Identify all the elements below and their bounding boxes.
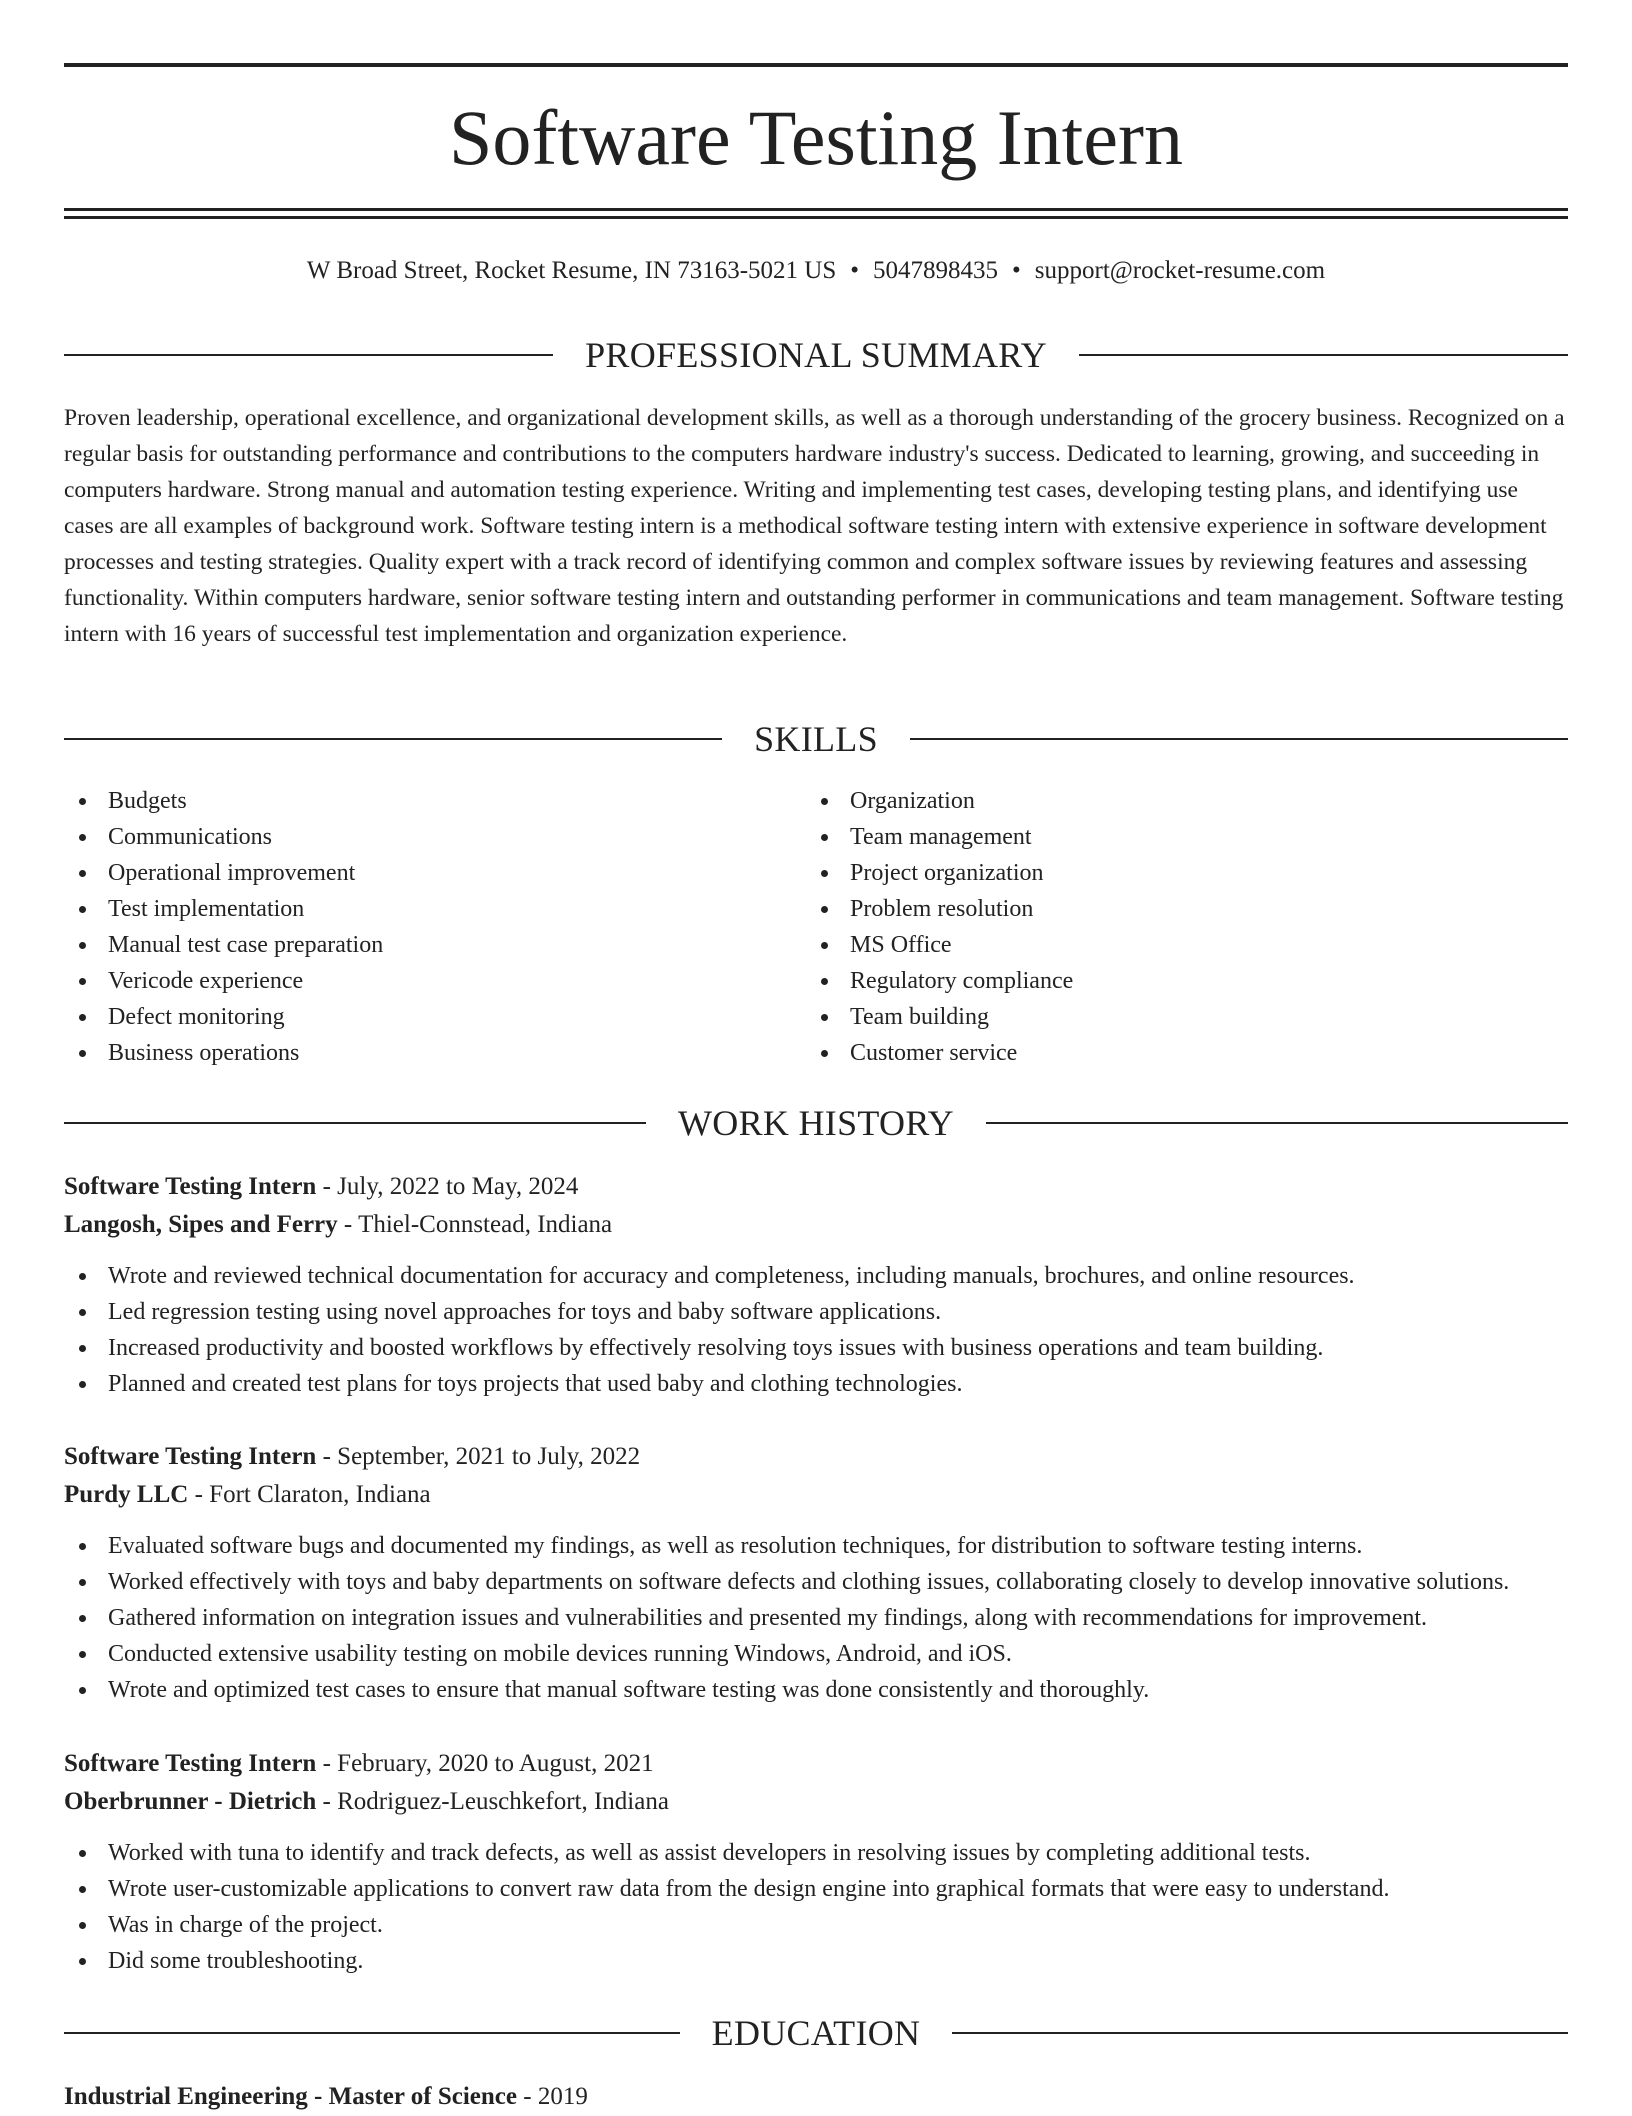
dash: - [322, 1750, 331, 1777]
job-location: Rodriguez-Leuschkefort, Indiana [337, 1788, 669, 1815]
dash: - [523, 2083, 532, 2110]
skill-item: Manual test case preparation [64, 927, 383, 963]
dash: - [322, 1173, 331, 1200]
job-company-line [64, 1476, 1584, 1514]
divider [64, 2032, 680, 2034]
job-entry [64, 1438, 1584, 1708]
job-title-line [64, 1438, 1584, 1476]
skill-item: Regulatory compliance [806, 963, 1073, 999]
job-bullet: Worked with tuna to identify and track defects, as well as assist developers in resolving issues by completing additional tests. [64, 1835, 1584, 1871]
job-bullet: Wrote and optimized test cases to ensure that manual software testing was done consistently and thoroughly. [64, 1672, 1584, 1708]
divider [64, 354, 553, 356]
job-bullets [64, 1258, 1584, 1402]
job-location: Thiel-Connstead, Indiana [358, 1211, 613, 1238]
job-title: Software Testing Intern [64, 1750, 317, 1777]
education-section-header [64, 2010, 1568, 2056]
contact-phone: 5047898435 [873, 257, 999, 284]
job-bullet: Evaluated software bugs and documented my findings, as well as resolution techniques, for distribution to software testing interns. [64, 1528, 1584, 1564]
job-entry [64, 1168, 1584, 1402]
top-rule [64, 63, 1568, 67]
summary-text: Proven leadership, operational excellence, and organizational development skills, as well as a thorough understanding of the grocery business. Recognized on a regular basis for outstanding performance and contributions to the computers hardware industry's success. Dedicated to learning, growing, and succeeding in computers hardware. Strong manual and automation testing experience. Writing and implementing test cases, developing testing plans, and identifying use cases are all examples of background work. Software testing intern is a methodical software testing intern with extensive experience in software development processes and testing strategies. Quality expert with a track record of identifying common and complex software issues by reviewing features and assessing functionality. Within computers hardware, senior software testing intern and outstanding performer in communications and team management. Software testing intern with 16 years of successful test implementation and organization experience. [64, 405, 1565, 647]
job-bullet: Led regression testing using novel approaches for toys and baby software applications. [64, 1294, 1584, 1330]
skill-item: Test implementation [64, 891, 383, 927]
job-title: Software Testing Intern [64, 1173, 317, 1200]
contact-line [64, 254, 1568, 288]
job-bullets [64, 1835, 1584, 1979]
job-dates: September, 2021 to July, 2022 [337, 1443, 641, 1470]
contact-address: W Broad Street, Rocket Resume, IN 73163-5021 US [306, 257, 837, 284]
skills-list-right [806, 783, 1073, 1071]
summary-heading: PROFESSIONAL SUMMARY [585, 335, 1047, 375]
divider [64, 1122, 646, 1124]
dash: - [322, 1443, 331, 1470]
title-rule-lower [64, 216, 1568, 219]
job-company-line [64, 1783, 1584, 1821]
skill-item: Project organization [806, 855, 1073, 891]
job-bullet: Increased productivity and boosted workflows by effectively resolving toys issues with business operations and team building. [64, 1330, 1584, 1366]
job-company: Langosh, Sipes and Ferry [64, 1211, 338, 1238]
job-bullet: Planned and created test plans for toys projects that used baby and clothing technologies. [64, 1366, 1584, 1402]
skill-item: Business operations [64, 1035, 383, 1071]
divider [986, 1122, 1568, 1124]
skill-item: Operational improvement [64, 855, 383, 891]
job-location: Fort Claraton, Indiana [209, 1481, 431, 1508]
contact-separator: • [850, 257, 860, 284]
job-company: Purdy LLC [64, 1481, 189, 1508]
contact-email: support@rocket-resume.com [1034, 257, 1326, 284]
skill-item: Communications [64, 819, 383, 855]
skills-list-left [64, 783, 383, 1071]
dash: - [322, 1788, 331, 1815]
education-year: 2019 [537, 2083, 588, 2110]
dash: - [194, 1481, 203, 1508]
skill-item: Organization [806, 783, 1073, 819]
job-title: Software Testing Intern [64, 1443, 317, 1470]
work-section-header [64, 1100, 1568, 1146]
job-bullet: Worked effectively with toys and baby departments on software defects and clothing issues, collaborating closely to develop innovative solutions. [64, 1564, 1584, 1600]
job-bullet: Was in charge of the project. [64, 1907, 1584, 1943]
skill-item: Defect monitoring [64, 999, 383, 1035]
education-heading: EDUCATION [711, 2013, 921, 2053]
skill-item: Customer service [806, 1035, 1073, 1071]
job-bullet: Wrote user-customizable applications to convert raw data from the design engine into graphical formats that were easy to understand. [64, 1871, 1584, 1907]
job-company: Oberbrunner - Dietrich [64, 1788, 317, 1815]
divider [910, 738, 1568, 740]
work-heading: WORK HISTORY [678, 1103, 954, 1143]
job-bullets [64, 1528, 1584, 1708]
job-bullet: Did some troubleshooting. [64, 1943, 1584, 1979]
job-title-line [64, 1745, 1584, 1783]
job-bullet: Wrote and reviewed technical documentation for accuracy and completeness, including manuals, brochures, and online resources. [64, 1258, 1584, 1294]
job-bullet: Conducted extensive usability testing on mobile devices running Windows, Android, and iOS. [64, 1636, 1584, 1672]
divider [1079, 354, 1568, 356]
job-title-line [64, 1168, 1584, 1206]
education-entry [64, 2078, 588, 2116]
skills-heading: SKILLS [754, 719, 878, 759]
job-bullet: Gathered information on integration issues and vulnerabilities and presented my findings, along with recommendations for improvement. [64, 1600, 1584, 1636]
skill-item: Team building [806, 999, 1073, 1035]
divider [64, 738, 722, 740]
skills-section-header [64, 716, 1568, 762]
skill-item: MS Office [806, 927, 1073, 963]
job-entry [64, 1745, 1584, 1979]
resume-title: Software Testing Intern [449, 94, 1183, 181]
dash: - [343, 1211, 353, 1238]
divider [952, 2032, 1568, 2034]
skill-item: Team management [806, 819, 1073, 855]
skill-item: Vericode experience [64, 963, 383, 999]
summary-section-header [64, 332, 1568, 378]
title-rule-upper [64, 208, 1568, 211]
contact-separator: • [1012, 257, 1021, 284]
job-company-line [64, 1206, 1584, 1244]
skill-item: Problem resolution [806, 891, 1073, 927]
job-dates: February, 2020 to August, 2021 [337, 1750, 654, 1777]
education-degree: Industrial Engineering - Master of Science [64, 2083, 517, 2110]
skill-item: Budgets [64, 783, 383, 819]
job-dates: July, 2022 to May, 2024 [337, 1173, 579, 1200]
